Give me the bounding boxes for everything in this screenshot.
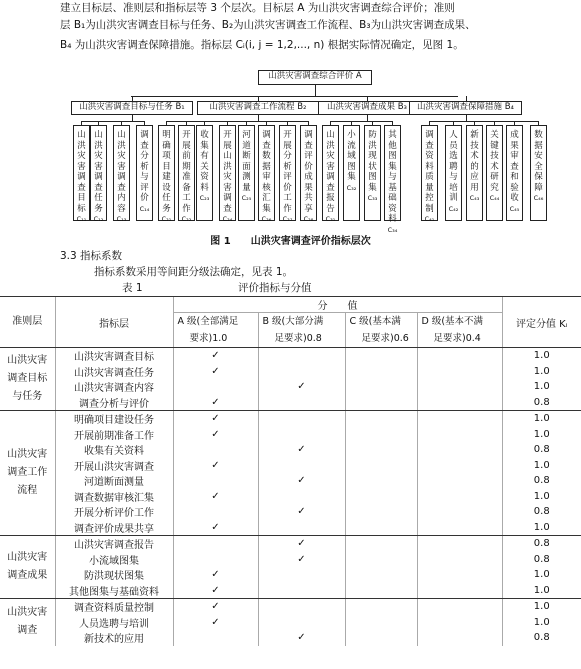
table-row [0,536,581,552]
grade-cell [417,442,502,458]
indicator-box-22: 数据安全保障 C₄₆ [530,125,547,221]
indicator-box-9: 河道断面测量 C₂₅ [238,125,255,221]
grade-cell: ✓ [173,364,258,380]
grade-cell [258,583,345,599]
grade-cell [258,520,345,536]
grade-cell [417,379,502,395]
grade-cell [417,536,502,552]
grade-cell: ✓ [258,552,345,568]
grade-cell [417,458,502,474]
k-value-cell: 1.0 [502,599,581,615]
table-row [0,630,581,646]
indicator-box-16: 其他图集与基础资料 C₃₄ [384,125,401,221]
grade-cell [417,599,502,615]
grade-header-4: D 级(基本不满 足要求)0.4 [417,313,502,348]
indicator-box-11: 开展分析评价工作 C₂₇ [279,125,296,221]
col-indicator: 指标层 [55,297,173,348]
grade-cell [345,458,417,474]
grade-cell: ✓ [258,630,345,646]
grade-cell [173,552,258,568]
grade-cell: ✓ [173,427,258,443]
grade-cell [258,427,345,443]
indicator-cell: 山洪灾害调查报告 [55,536,173,552]
k-value-cell: 1.0 [502,458,581,474]
table-row [0,599,581,615]
grade-cell [417,364,502,380]
k-value-cell: 0.8 [502,395,581,411]
table-row [0,427,581,443]
grade-cell: ✓ [173,458,258,474]
k-value-cell: 0.8 [502,442,581,458]
indicator-cell: 其他图集与基础资料 [55,583,173,599]
indicator-cell: 收集有关资料 [55,442,173,458]
k-value-cell: 1.0 [502,364,581,380]
grade-cell [258,615,345,631]
table-row [0,364,581,380]
grade-cell [345,583,417,599]
table-row [0,615,581,631]
indicator-box-1: 山洪灾害调查目标 C₁₁ [73,125,90,221]
col-k: 评定分值 Kᵢ [502,297,581,348]
table-row [0,348,581,364]
indicator-cell: 人员选聘与培训 [55,615,173,631]
grade-cell: ✓ [173,489,258,505]
k-value-cell: 1.0 [502,520,581,536]
indicator-cell: 山洪灾害调查内容 [55,379,173,395]
grade-cell [345,520,417,536]
grade-cell [345,348,417,364]
indicator-box-7: 收集有关资料 C₂₃ [196,125,213,221]
indicator-box-8: 开展山洪灾害调查 C₂₄ [219,125,236,221]
criteria-box-1: 山洪灾害调查目标与任务 B₁ [71,101,193,115]
grade-cell [417,395,502,411]
indicator-cell: 河道断面测量 [55,473,173,489]
grade-cell [345,504,417,520]
grade-cell [417,567,502,583]
grade-cell [417,427,502,443]
table-row [0,458,581,474]
indicator-box-14: 小流域图集 C₃₂ [343,125,360,221]
k-value-cell: 0.8 [502,536,581,552]
indicator-box-12: 调查评价成果共享 C₂₈ [300,125,317,221]
k-value-cell: 1.0 [502,379,581,395]
grade-cell [345,411,417,427]
grade-cell [345,536,417,552]
grade-header-3: C 级(基本满 足要求)0.6 [345,313,417,348]
indicator-box-3: 山洪灾害调查内容 C₁₃ [113,125,130,221]
grade-cell [345,427,417,443]
table-row [0,379,581,395]
grade-cell [417,583,502,599]
indicator-box-15: 防洪现状图集 C₃₃ [364,125,381,221]
grade-cell [173,504,258,520]
grade-cell [258,364,345,380]
grade-cell [345,615,417,631]
indicator-box-19: 新技术的应用 C₄₃ [466,125,483,221]
grade-cell [173,536,258,552]
criteria-cell: 山洪灾害调查工作流程 [0,411,55,536]
grade-cell: ✓ [258,504,345,520]
indicator-cell: 小流域图集 [55,552,173,568]
grade-cell [345,567,417,583]
grade-cell [417,520,502,536]
grade-cell [258,567,345,583]
grade-cell [345,442,417,458]
grade-cell [345,364,417,380]
grade-cell [417,504,502,520]
grade-cell [345,599,417,615]
grade-cell: ✓ [258,536,345,552]
indicator-box-18: 人员选聘与培训 C₄₂ [445,125,462,221]
k-value-cell: 1.0 [502,427,581,443]
indicator-cell: 山洪灾害调查任务 [55,364,173,380]
indicator-box-13: 山洪灾害调查报告 C₃₁ [322,125,339,221]
grade-cell [417,411,502,427]
grade-cell [417,615,502,631]
figure-caption: 图 1 山洪灾害调查评价指标层次 [210,236,371,247]
grade-cell [258,348,345,364]
k-value-cell: 1.0 [502,615,581,631]
grade-cell [173,379,258,395]
indicator-cell: 明确项目建设任务 [55,411,173,427]
criteria-cell: 山洪灾害调查成果 [0,536,55,599]
grade-cell [345,379,417,395]
score-table [0,296,581,646]
table-row [0,504,581,520]
table-label: 表 1 [122,282,143,294]
criteria-cell: 山洪灾害调查 [7,607,48,637]
grade-cell: ✓ [173,348,258,364]
indicator-box-20: 关键技术研究 C₄₄ [486,125,503,221]
grade-cell [345,552,417,568]
indicator-box-2: 山洪灾害调查任务 C₁₂ [90,125,107,221]
table-row [0,442,581,458]
criteria-box-3: 山洪灾害调查成果 B₃ [318,101,416,115]
indicator-cell: 开展山洪灾害调查 [55,458,173,474]
grade-cell [345,630,417,646]
indicator-box-17: 调查资料质量控制 C₄₁ [421,125,438,221]
grade-cell [417,489,502,505]
grade-cell [345,473,417,489]
grade-cell [417,348,502,364]
k-value-cell: 0.8 [502,473,581,489]
grade-cell: ✓ [173,395,258,411]
criteria-cell: 山洪灾害调查目标与任务 [0,348,55,411]
table-row [0,567,581,583]
indicator-box-6: 开展前期准备工作 C₂₂ [178,125,195,221]
grade-cell: ✓ [173,583,258,599]
grade-cell [258,411,345,427]
indicator-box-10: 调查数据审核汇集 C₂₆ [258,125,275,221]
k-value-cell: 1.0 [502,348,581,364]
intro-line-3: B₄ 为山洪灾害调查保障措施。指标层 Cᵢ(i, j = 1,2,..., n) 根据实际情况确定，见图 1。 [60,39,464,51]
grade-header-2: B 级(大部分满 足要求)0.8 [258,313,345,348]
indicator-cell: 调查分析与评价 [55,395,173,411]
table-row [0,489,581,505]
grade-cell: ✓ [173,599,258,615]
grade-cell [345,395,417,411]
grade-cell [258,458,345,474]
grade-cell: ✓ [173,520,258,536]
col-score: 分 值 [173,297,502,313]
indicator-cell: 调查资料质量控制 [55,599,173,615]
criteria-box-2: 山洪灾害调查工作流程 B₂ [197,101,319,115]
k-value-cell: 0.8 [502,630,581,646]
grade-cell: ✓ [258,473,345,489]
indicator-cell: 山洪灾害调查目标 [55,348,173,364]
indicator-cell: 调查数据审核汇集 [55,489,173,505]
grade-cell [258,599,345,615]
grade-header-1: A 级(全部满足 要求)1.0 [173,313,258,348]
section-heading: 3.3 指标系数 [60,250,123,262]
indicator-cell: 新技术的应用 [55,630,173,646]
table-row [0,395,581,411]
goal-box: 山洪灾害调查综合评价 A [258,70,372,85]
table-title: 评价指标与分值 [238,282,312,294]
k-value-cell: 0.8 [502,552,581,568]
indicator-box-21: 成果审查和验收 C₄₅ [506,125,523,221]
grade-cell: ✓ [258,442,345,458]
grade-cell [417,630,502,646]
col-criteria: 准则层 [0,297,55,348]
grade-cell [258,489,345,505]
grade-cell [345,489,417,505]
k-value-cell: 1.0 [502,567,581,583]
table-row [0,520,581,536]
intro-line-2: 层 B₁为山洪灾害调查目标与任务、B₂为山洪灾害调查工作流程、B₃为山洪灾害调查成果、 [60,19,476,31]
k-value-cell: 1.0 [502,583,581,599]
criteria-box-4: 山洪灾害调查保障措施 B₄ [409,101,522,115]
grade-cell [417,473,502,489]
k-value-cell: 1.0 [502,411,581,427]
grade-cell [417,552,502,568]
section-body: 指标系数采用等间距分级法确定，见表 1。 [94,266,294,278]
indicator-cell: 调查评价成果共享 [55,520,173,536]
indicator-cell: 防洪现状图集 [55,567,173,583]
table-row [0,552,581,568]
indicator-cell: 开展前期准备工作 [55,427,173,443]
grade-cell [258,395,345,411]
grade-cell: ✓ [258,379,345,395]
grade-cell [173,630,258,646]
k-value-cell: 1.0 [502,489,581,505]
table-row [0,411,581,427]
table-row [0,473,581,489]
grade-cell [173,442,258,458]
grade-cell: ✓ [173,567,258,583]
indicator-box-5: 明确项目建设任务 C₂₁ [158,125,175,221]
grade-cell: ✓ [173,411,258,427]
indicator-cell: 开展分析评价工作 [55,504,173,520]
indicator-box-4: 调查分析与评价 C₁₄ [136,125,153,221]
intro-line-1: 建立目标层、准则层和指标层等 3 个层次。目标层 A 为山洪灾害调查综合评价；准则 [60,2,455,14]
grade-cell: ✓ [173,615,258,631]
table-row [0,583,581,599]
grade-cell [173,473,258,489]
k-value-cell: 0.8 [502,504,581,520]
